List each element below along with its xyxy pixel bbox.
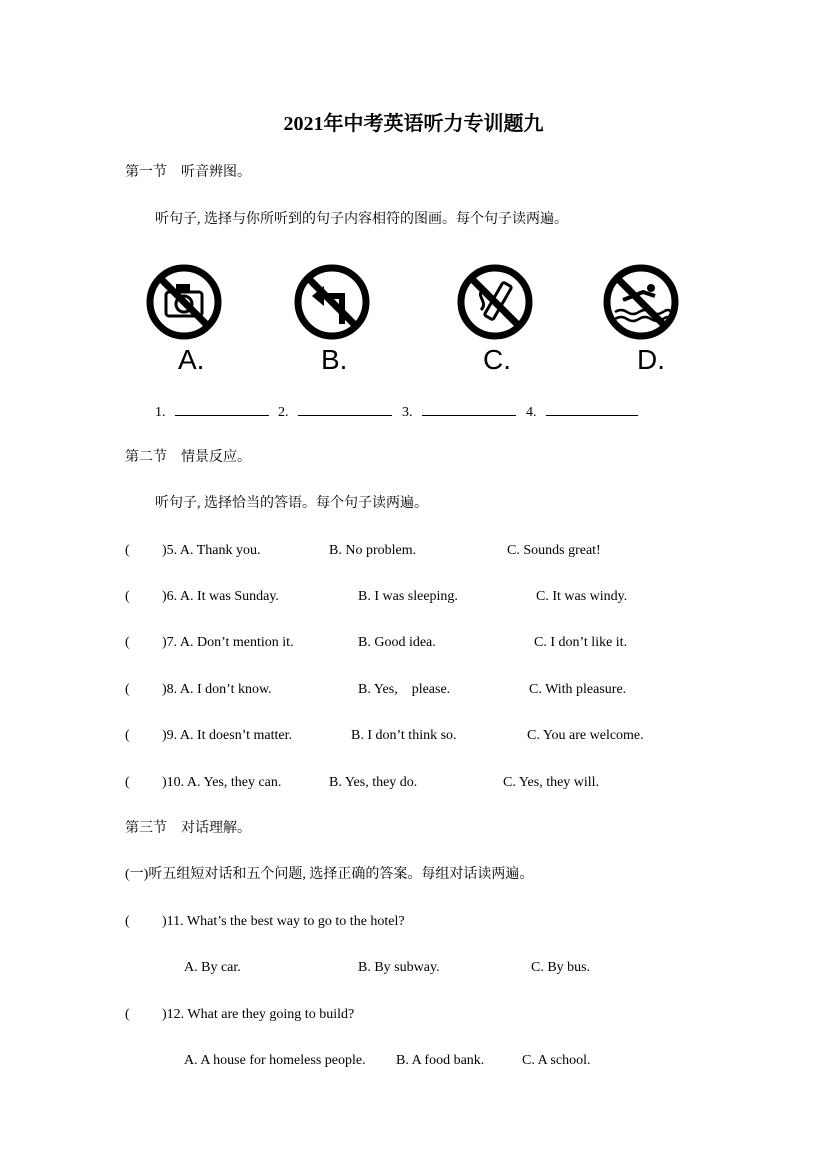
option-b: B. I was sleeping.	[358, 589, 458, 604]
option-c: C. It was windy.	[536, 589, 628, 604]
option-b: B. No problem.	[329, 543, 417, 558]
section2-instruction: 听句子, 选择恰当的答语。每个句子读两遍。	[155, 496, 428, 511]
section1-heading: 第一节 听音辨图。	[125, 165, 251, 180]
sign-c-label: C.	[483, 344, 511, 375]
sign-b-label: B.	[321, 344, 348, 375]
paren-open: (	[125, 775, 130, 790]
answer-blank[interactable]	[422, 403, 516, 416]
section3-instruction: (一)听五组短对话和五个问题, 选择正确的答案。每组对话读两遍。	[125, 867, 534, 882]
no-left-turn-icon	[292, 262, 372, 342]
question-stem: )11. What’s the best way to go to the hotel?	[162, 914, 405, 929]
answer-line-1	[155, 403, 269, 421]
option-a: )8. A. I don’t know.	[162, 682, 272, 697]
option-c: C. You are welcome.	[527, 728, 644, 743]
option-c: C. With pleasure.	[529, 682, 627, 697]
option-c: C. I don’t like it.	[534, 635, 628, 650]
answer-line-3	[402, 403, 516, 421]
option-b: B. I don’t think so.	[351, 728, 457, 743]
no-diving-icon	[601, 262, 681, 342]
no-camera-icon	[144, 262, 224, 342]
answer-number: 2.	[278, 405, 289, 420]
option-a: )9. A. It doesn’t matter.	[162, 728, 292, 743]
option-a: )6. A. It was Sunday.	[162, 589, 279, 604]
answer-number: 3.	[402, 405, 413, 420]
paren-open: (	[125, 543, 130, 558]
paren-open: (	[125, 682, 130, 697]
option-c: C. Yes, they will.	[503, 775, 600, 790]
option-b: B. Good idea.	[358, 635, 436, 650]
section2-heading: 第二节 情景反应。	[125, 450, 251, 465]
option-b: B. Yes, they do.	[329, 775, 418, 790]
paren-open: (	[125, 589, 130, 604]
paren-open: (	[125, 728, 130, 743]
sign-d-label: D.	[637, 344, 665, 375]
option-a: A. By car.	[184, 960, 241, 975]
page-title: 2021年中考英语听力专训题九	[283, 113, 544, 135]
option-b: B. By subway.	[358, 960, 440, 975]
option-a: )7. A. Don’t mention it.	[162, 635, 294, 650]
answer-line-2	[278, 403, 392, 421]
option-c: C. A school.	[522, 1053, 591, 1068]
section3-heading: 第三节 对话理解。	[125, 821, 251, 836]
answer-number: 1.	[155, 405, 166, 420]
option-b: B. Yes, please.	[358, 682, 451, 697]
option-a: )10. A. Yes, they can.	[162, 775, 282, 790]
paren-open: (	[125, 914, 130, 929]
answer-blank[interactable]	[298, 403, 392, 416]
paren-open: (	[125, 1007, 130, 1022]
option-c: C. By bus.	[531, 960, 591, 975]
answer-line-4	[526, 403, 638, 421]
answer-number: 4.	[526, 405, 537, 420]
option-b: B. A food bank.	[396, 1053, 485, 1068]
answer-blank[interactable]	[546, 403, 638, 416]
answer-blank[interactable]	[175, 403, 269, 416]
section1-instruction: 听句子, 选择与你所听到的句子内容相符的图画。每个句子读两遍。	[155, 212, 568, 227]
option-c: C. Sounds great!	[507, 543, 601, 558]
no-smoking-icon	[455, 262, 535, 342]
sign-a-label: A.	[178, 344, 205, 375]
option-a: )5. A. Thank you.	[162, 543, 261, 558]
question-stem: )12. What are they going to build?	[162, 1007, 355, 1022]
paren-open: (	[125, 635, 130, 650]
option-a: A. A house for homeless people.	[184, 1053, 366, 1068]
